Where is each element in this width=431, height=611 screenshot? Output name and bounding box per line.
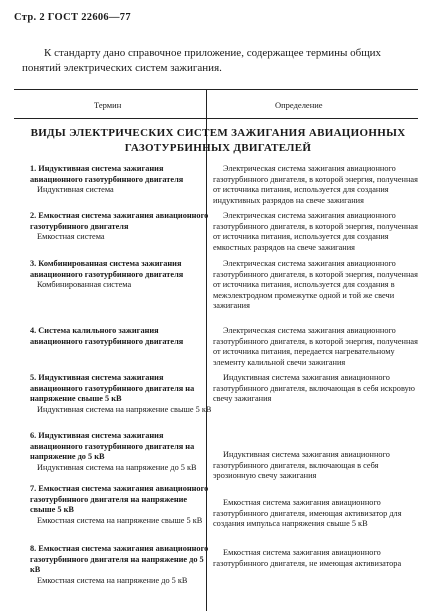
term-short: Емкостная система на напряжение свыше 5 кВ <box>37 515 203 525</box>
term-definition: Индуктивная система зажигания авиационного газотурбинного двигателя, включающая в себя искровую свечу зажигания <box>213 373 415 403</box>
term-entry <box>30 484 213 526</box>
term-short: Индуктивная система на напряжение до 5 кВ <box>37 462 197 472</box>
term-short: Емкостная система <box>37 232 105 241</box>
term-definition: Емкостная система зажигания авиационного газотурбинного двигателя, имеющая активизатор для создания импульса напряжения свыше 5 кВ <box>213 498 402 528</box>
term-definition: Электрическая система зажигания авиационного газотурбинного двигателя, в которой энергия, полученная от источника питания, используется для создания емкостных разрядов на свече зажигания <box>213 211 418 252</box>
term-entry <box>30 431 213 473</box>
term-entry <box>30 164 213 196</box>
term-title: 1. Индуктивная система зажигания авиационного газотурбинного двигателя <box>30 164 184 184</box>
term-definition: Емкостная система зажигания авиационного газотурбинного двигателя, не имеющая активизатора <box>213 548 402 568</box>
term-definition: Электрическая система зажигания авиационного газотурбинного двигателя, в которой энергия, полученная от источника питания, используется для создания индуктивных разрядов на свече зажигания <box>213 164 418 205</box>
term-short: Комбинированная система <box>37 280 132 289</box>
term-title: 5. Индуктивная система зажигания авиационного газотурбинного двигателя на напряжение свыше 5 кВ <box>30 373 195 403</box>
term-entry <box>30 373 213 415</box>
term-short: Индуктивная система на напряжение свыше 5 кВ <box>37 404 212 414</box>
term-title: 4. Система калильного зажигания авиационного газотурбинного двигателя <box>30 326 184 346</box>
term-definition: Электрическая система зажигания авиационного газотурбинного двигателя, в которой энергия, полученная от источника питания, передается нагревательному элементу калильной свечи зажигания <box>213 326 418 367</box>
section-title: ВИДЫ ЭЛЕКТРИЧЕСКИХ СИСТЕМ ЗАЖИГАНИЯ АВИАЦИОННЫХ ГАЗОТУРБИННЫХ ДВИГАТЕЛЕЙ <box>30 127 406 154</box>
term-short: Емкостная система на напряжение до 5 кВ <box>37 575 188 585</box>
term-title: 6. Индуктивная система зажигания авиационного газотурбинного двигателя на напряжение до 5 кВ <box>30 431 195 461</box>
term-title: 2. Емкостная система зажигания авиационного газотурбинного двигателя <box>30 211 209 231</box>
term-title: 3. Комбинированная система зажигания авиационного газотурбинного двигателя <box>30 259 184 279</box>
term-title: 8. Емкостная система зажигания авиационного газотурбинного двигателя на напряжение до 5 кВ <box>30 544 209 574</box>
page-header: Стр. 2 ГОСТ 22606—77 <box>14 12 131 23</box>
column-header-terms: Термин <box>94 100 122 110</box>
term-entry <box>30 211 213 243</box>
term-entry <box>30 259 213 291</box>
column-header-definitions: Определение <box>275 100 323 110</box>
intro-paragraph: К стандарту дано справочное приложение, содержащее термины общих понятий электрических систем зажигания. <box>22 47 382 74</box>
term-title: 7. Емкостная система зажигания авиационного газотурбинного двигателя на напряжение свыше 5 кВ <box>30 484 209 514</box>
term-entry <box>30 544 213 586</box>
term-entry <box>30 326 213 347</box>
table-head-rule <box>14 118 418 119</box>
term-definition: Электрическая система зажигания авиационного газотурбинного двигателя, в которой энергия, полученная от источника питания, используется для создания в межэлектродном промежутке одной и той же свечи зажигания <box>213 259 418 310</box>
term-definition: Индуктивная система зажигания авиационного газотурбинного двигателя, включающая в себя эрозионную свечу зажигания <box>213 450 390 480</box>
term-short: Индуктивная система <box>37 185 114 194</box>
table-top-rule <box>14 89 418 90</box>
